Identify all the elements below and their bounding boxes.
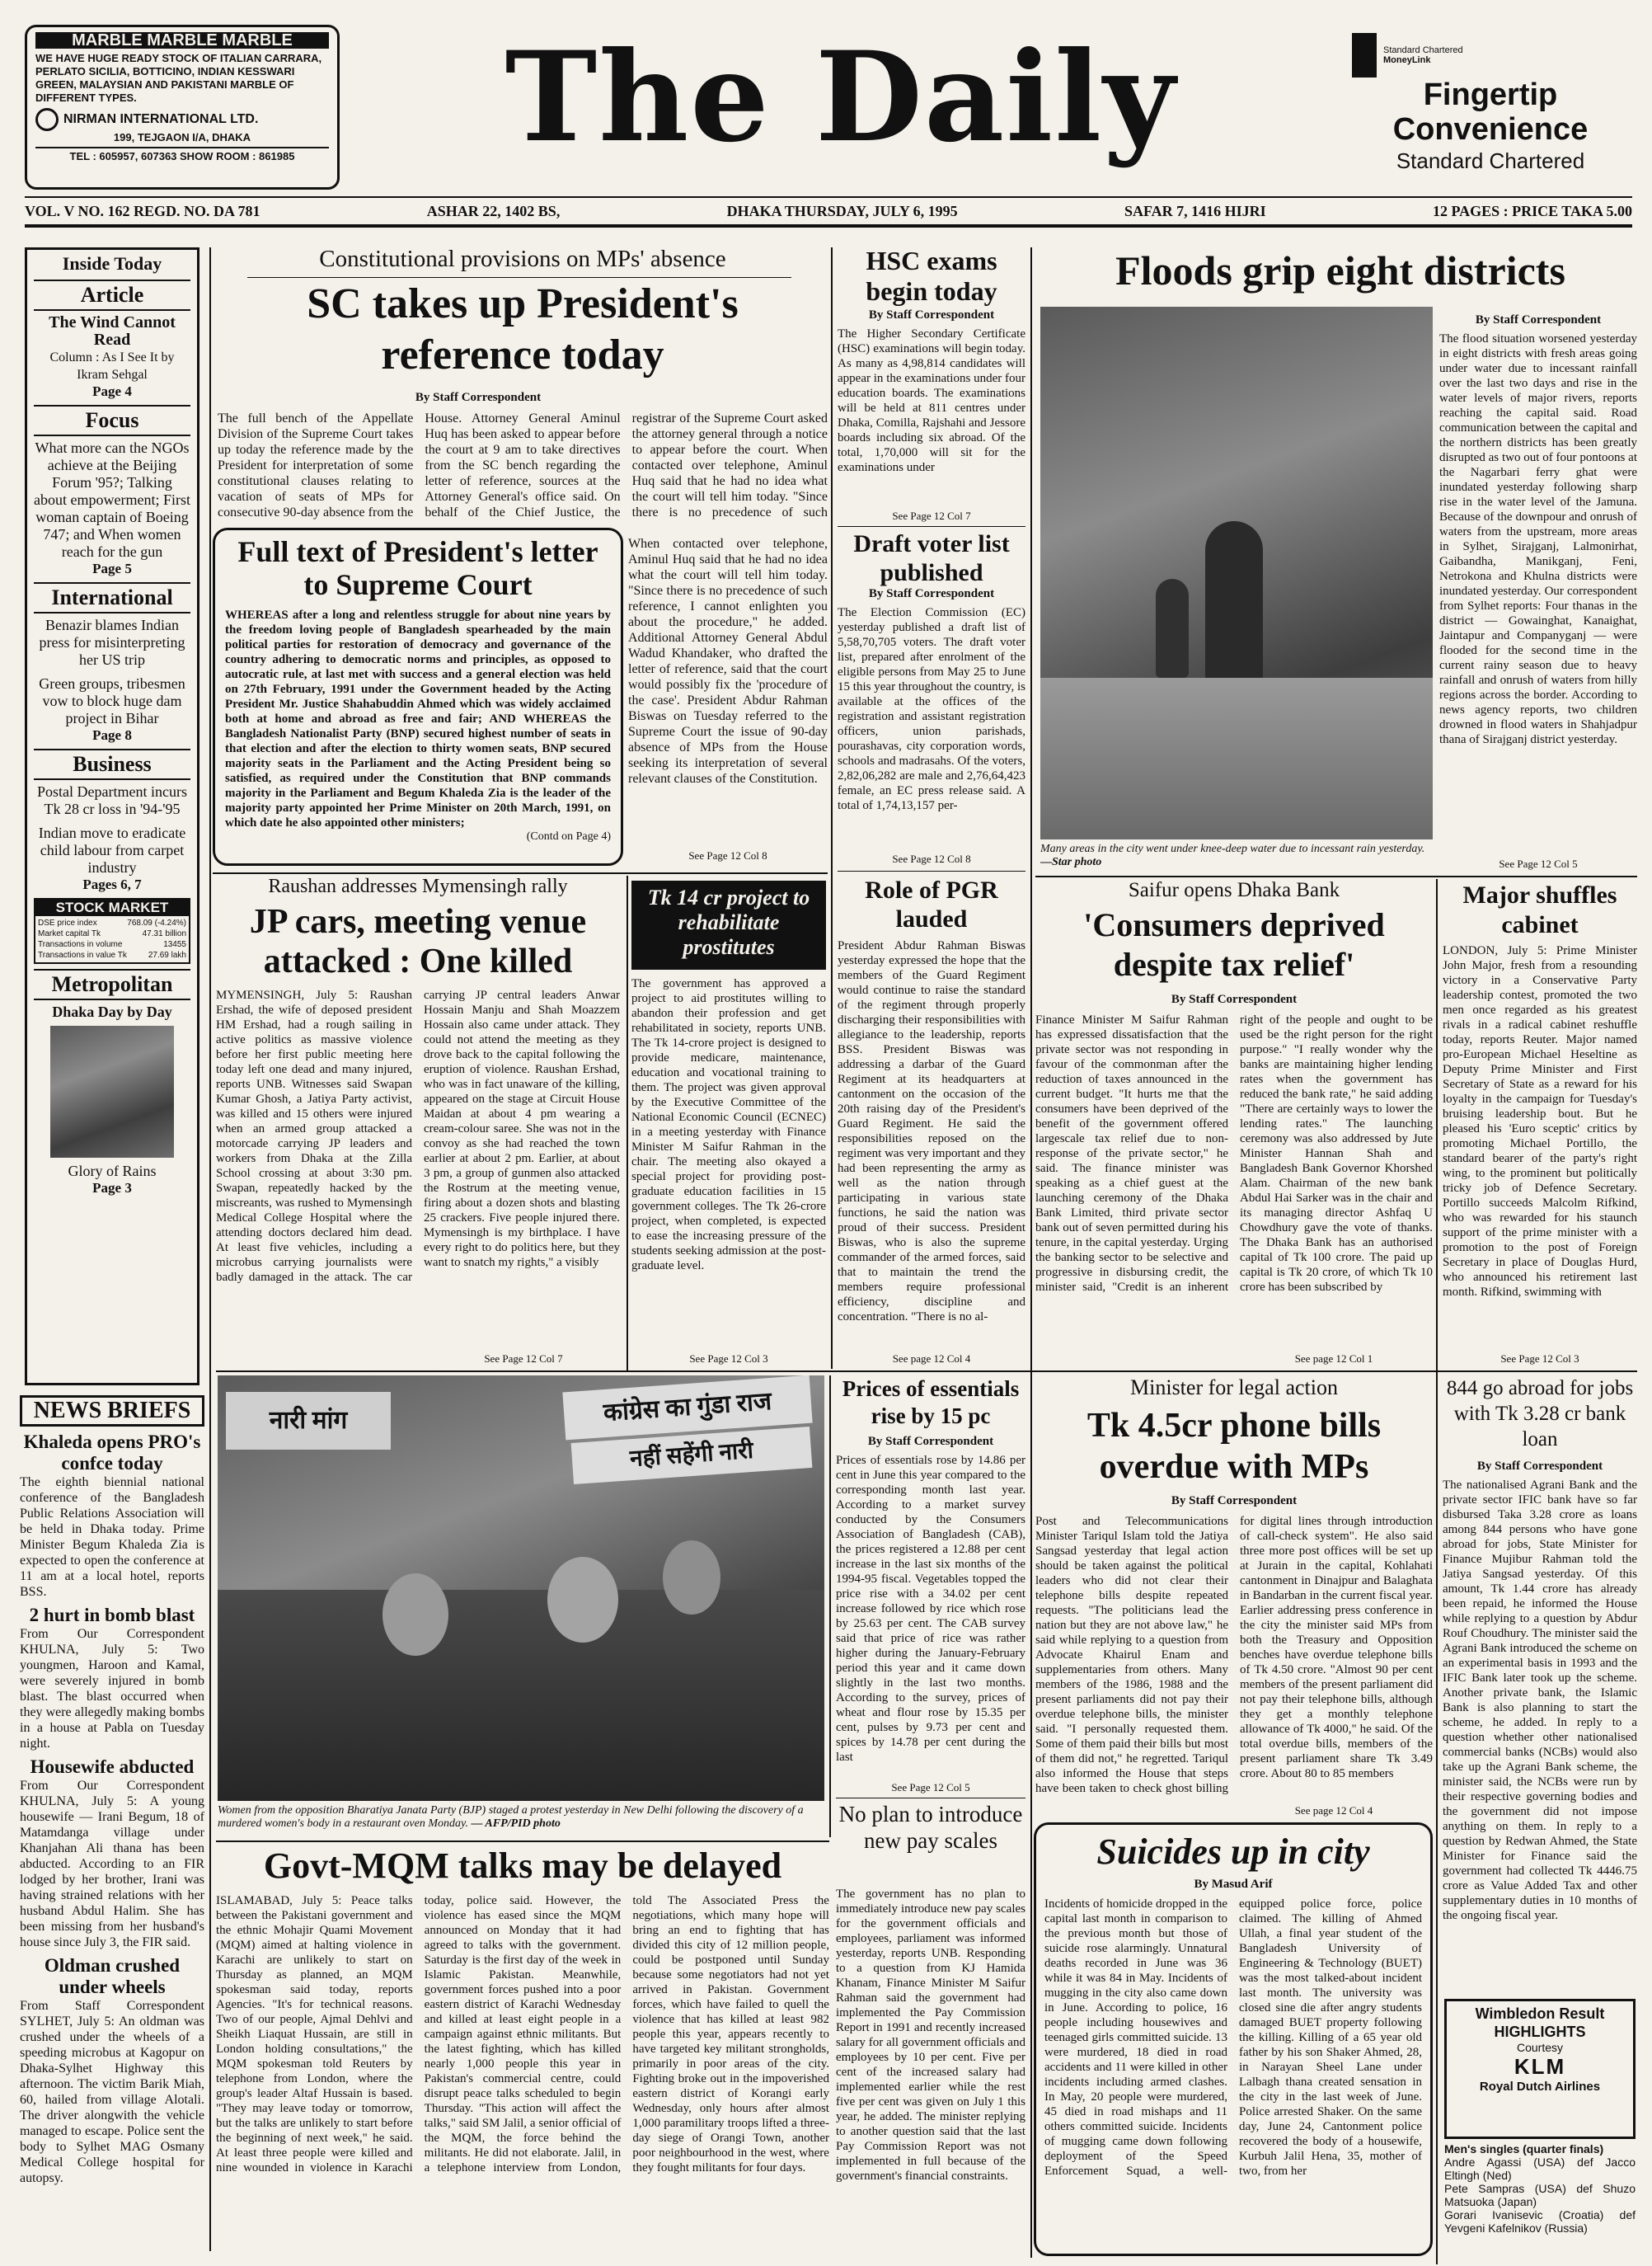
tk14-headline: Tk 14 cr project to rehabilitate prostitutes <box>647 886 810 959</box>
voter-see: See Page 12 Col 8 <box>892 853 971 865</box>
jobs-body: The nationalised Agrani Bank and the private sector IFIC bank have so far disbursed Taka 3.28 crore as loans among 844 persons who have gone abroad for jobs, State Minister for Finance Mujibur Rahman told the Jatiya Sangsad yesterday. Of this amount, Tk 1.44 crore has already been repaid, he informed the House while replying to a question by Abdur Rouf Choudhury. The minister said the Agrani Bank introduced the scheme on an experimental basis in 1993 and the IFIC Bank later took up the scheme. Another private bank, the Islamic Bank is also planning to start the scheme, he added. In reply to a question whether other nationalised commercial banks (NCBs) would also take up the Agrani Bank scheme, the minister said, the NCBs were run by their respective governing bodies and the government did not impose anything on them. In reply to a question by Redwan Ahmed, the State Minister for Finance said the government had collected Tk 4446.75 crore as Value Added Tax and other supplementary duties in 10 months of the ongoing fiscal year. <box>1443 1479 1637 1922</box>
protest-face-2 <box>547 1557 618 1643</box>
saifur-kicker: Saifur opens Dhaka Bank <box>1128 879 1340 901</box>
jobs-headline: 844 go abroad for jobs with Tk 3.28 cr bank loan <box>1446 1377 1634 1450</box>
full-text-contd: (Contd on Page 4) <box>526 830 611 843</box>
dateline-rule-top <box>25 196 1632 198</box>
suicides-box <box>1034 1822 1433 2256</box>
tk14-body: The government has approved a project to aid prostitutes willing to abandon their profession and get rehabilitated in society, reports UNB. The Tk 14-crore project is designed to provide medicare, maintenance, education and vocational training to them. The project was given approval by the Executive Committee of the National Economic Council (ECNEC) in a meeting yesterday with Finance Minister M Saifur Rahman in the chair. The meeting also okayed a special project for providing post-graduate education facilities in 15 government colleges. The Tk 26-crore project, when completed, is expected to ease the increasing pressure of the students seeking admission at the post-graduate level. <box>631 977 826 1272</box>
jp-body-text: MYMENSINGH, July 5: Raushan Ershad, the wife of deposed president HM Ershad, had a rough sailing in active politics as massive violence before her first public meeting here today left one dead and many injured, reports UNB. Witnesses said Swapan Kumar Ghosh, a Jatiya Party activist, was killed and 15 others were injured when an armed group attacked a motorcade carrying JP leaders and workers from Dhaka at the Zilla School crossing at about 3:30 pm. Swapan, repeatedly hacked by the miscreants, was rushed to Mymensingh Medical College Hospital where the attending doctors declared him dead. At least five vehicles, including a microbus carrying journalists were badly damaged in the attack. The car carrying JP central leaders Anwar Hossain Manju and Shah Moazzem Hossain also came under attack. They could not attend the meeting as they drove back to the capital following the eruption of violence. Raushan Ershad, who was in fact unaware of the killing, appeared on the stage at Circuit House Maidan at about 4 pm wearing a cream-colour saree. She was not in the convoy as she had reached the town earlier at about 2 pm. Earlier, at about 3 pm, a group of gunmen also attacked the Rostrum at the meeting venue, firing about a dozen shots and blasting 25 crackers. Five people injured there. Mymensingh is my birthplace. I have every right to do politics here, but they want to snatch my rights," a visibly <box>216 989 620 1284</box>
major-body: LONDON, July 5: Prime Minister John Major, fresh from a resounding victory in a Conservative Party leadership contest, promoted the two men once regarded as his greatest rivals in a radical cabinet reshuffle today, reports Reuter. Major named pro-European Michael Heseltine as Deputy Prime Minister and First Secretary of State as a reward for his loyalty in the campaign for Tuesday's bruising leadership bout. But he pleased his 'Euro sceptic' critics by promoting Michael Portillo, the standard bearer of the party's right wing, to the prominent but politically tricky job of Defence Secretary. Portillo succeeds Malcolm Rifkind, who was rewarded for his staunch support of the prime minister with a promotion to the post of Foreign Secretary in place of Douglas Hurd, who announced his retirement last month. Rifkind, swimming with <box>1443 944 1637 1299</box>
lead-body-text: The full bench of the Appellate Division of the Supreme Court takes up today the reference made by the President for interpretation of some constitutional clauses relating to vacation of seats of MPs for consecutive 90-day absence from the House. Attorney General Aminul Huq has been asked to appear before the court at 9 am to take directives from the SC bench regarding the letter of reference, sources at the Attorney General's office said. On behalf of the Chief Justice, the registrar of the Supreme Court asked the attorney general through a notice to appear before the court. When contacted over telephone, Aminul Huq said that he had no idea what the court will tell him today. "Since there is no precedence of such <box>218 411 828 519</box>
floods-byline: By Staff Correspondent <box>1475 313 1602 327</box>
masthead-title: The Daily <box>505 25 1177 170</box>
row-rule <box>213 872 828 874</box>
sidebar-section-focus[interactable]: Focus <box>34 405 190 436</box>
news-briefs <box>20 1395 204 2253</box>
ad-marble-address: 199, TEJGAON I/A, DHAKA <box>113 131 251 143</box>
wimbledon-box <box>1444 1999 1636 2139</box>
sidebar-item: The Wind Cannot Read <box>49 313 176 349</box>
mqm-body-text: ISLAMABAD, July 5: Peace talks between the Pakistani government and the ethnic Mohajir Quami Movement (MQM) aimed at halting violence in Karachi are unlikely to start on Thursday as planned, an MQM spokesman said today, reports Agencies. "It's for technical reasons. Two of our people, Ajmal Dehlvi and Sheikh Liaquat Hussain, are still in London holding consultations," the MQM spokesman told Reuters by telephone from London, where the group's leader Altaf Hussain is based. "They may leave today or tomorrow, but the talks are unlikely to start before the beginning of next week," he said. At least three people were killed and nine wounded in violence in Karachi today, police said. However, the violence has eased since the MQM announced on Monday that it had agreed to talks with the government. Saturday is the first day of the week in Islamic Pakistan. Meanwhile, government forces pushed into a poor eastern district of Karachi Wednesday and killed at least eight people in a campaign against ethnic militants. But the latest fighting, which has killed nearly 1,000 people this year in Pakistan's commercial centre, could disrupt peace talks scheduled to begin Thursday. "This action will affect the talks," said SM Jalil, a senior official of the MQM, the force behind the militants. He did not elaborate. Jalil, in a telephone interview from London, told The Associated Press the negotiations, which many hope will bring an end to fighting that has divided this city of 12 million people, could be postponed until Sunday because some negotiators had not yet arrived in Pakistan. Government forces, which have failed to quell the violence that has killed at least 982 people this year, appears recently to have targeted key militant strongholds, primarily in poor areas of the city. Fighting broke out in the impoverished eastern district of Korangi early Wednesday, only hours after almost 1,000 paramilitary troops lifted a three-day siege of Orangi Town, another poor neighbourhood in the west, where they fought militants for four days. <box>216 1894 829 2174</box>
stock-label: DSE price index <box>38 919 97 928</box>
brief-body: From Our Correspondent KHULNA, July 5: A young housewife — Irani Begum, 18 of Matamdanga village under Khanjahan Ali thana has been abducted. According to an FIR lodged by her brother, Irani was having strained relations with her husband Abdul Halim. She has been missing from her husband's house since July 3, the FIR said. <box>20 1779 204 1949</box>
inside-today-title: Inside Today <box>62 253 162 274</box>
row-rule <box>216 1370 1637 1372</box>
column-rule <box>831 247 833 1369</box>
ad-sc-brand: Standard Chartered <box>1396 148 1585 173</box>
sidebar-item: Indian move to eradicate child labour from carpet industry <box>38 825 186 876</box>
hsc-see: See Page 12 Col 7 <box>892 510 971 522</box>
dateline-bengali: ASHAR 22, 1402 BS, <box>426 202 561 219</box>
prices-byline: By Staff Correspondent <box>867 1435 994 1448</box>
floods-body: The flood situation worsened yesterday in eight districts with fresh areas going under water due to incessant rainfall over the last two days and rise in the water levels of major rivers, reports reaching the capital said. Road communication between the capital and the northern districts has been greatly disrupted as two out of four pontoons at the Nagarbari ferry ghat were inundated yesterday following sharp rise in the water level of the Jamuna. Because of the downpour and onrush of waters from the upstream, more areas in Sylhet, Sirajganj, Lalmonirhat, Gaibandha, Manikganj, Feni, Netrokona and Khulna districts were inundated yesterday. Our correspondent from Sylhet reports: Four thanas in the district — Gowainghat, Kanaighat, Jaintapur and Companyganj — were flooded for the second time in the current rainy season due to heavy rainfall and onrush of waters from hilly regions across the border. According to news agency reports, two children drowned in flood waters in Shahjadpur thana of Sirajganj district yesterday. <box>1439 332 1637 746</box>
sidebar-page: Page 8 <box>92 727 132 743</box>
floods-headline: Floods grip eight districts <box>1115 247 1565 294</box>
column-rule <box>1030 247 1032 1377</box>
protest-crowd <box>218 1590 824 1801</box>
pgr-body: President Abdur Rahman Biswas yesterday expressed the hope that the members of the Guard Regiment would continue to raise the standard of the regiment through properly discharging their responsibilities with allegiance to the leadership, reports BSS. President Biswas was addressing a darbar of the Guard Regiment at its headquarters at cantonment on the occasion of the 20th raising day of the President's Guard Regiment. He said the responsibilities reposed on the regiment was very important and they had been representing the army as well as the nation through participating in various state functions, he said the nation was proud of their success. President Biswas, who is also the supreme commander of the armed forces, said that to maintain the trend the members require professional efficiency, discipline and concentration. "There is no al- <box>838 939 1025 1323</box>
lead-byline: By Staff Correspondent <box>415 391 542 404</box>
sidebar-section-article[interactable]: Article <box>34 280 190 311</box>
payscale-body: The government has no plan to immediately introduce new pay scales for the government officials and employees, parliament was informed yesterday, reports UNB. Responding to a question from KJ Hamida Khanam, Finance Minister M Saifur Rahman said the government had implemented the Pay Commission Report in 1991 and recently increased salary for all government officials and employees by 10 per cent. Five per cent of the increased salary had implemented earlier while the rest five per cent was given on July 1 this year, he added. The minister replying to another question said that the last Pay Commission Report was not implemented in full because of the government's financial constraints. <box>836 1888 1025 2183</box>
ad-marble-text: WE HAVE HUGE READY STOCK OF ITALIAN CARRARA, PERLATO SICILIA, BOTTICINO, INDIAN KESSWARI GREEN, MALAYSIAN AND PAKISTANI MARBLE OF DIFFERENT TYPES. <box>35 52 322 104</box>
ad-sc-line1: Fingertip <box>1423 78 1558 112</box>
stock-label: Transactions in volume <box>38 940 123 949</box>
legal-body <box>1035 1514 1433 1803</box>
voter-byline: By Staff Correspondent <box>868 587 995 600</box>
floods-photo-water <box>1040 678 1433 839</box>
stock-market-box <box>34 898 190 964</box>
news-briefs-title: NEWS BRIEFS <box>20 1395 204 1427</box>
mqm-headline: Govt-MQM talks may be delayed <box>263 1845 782 1886</box>
ad-standard-chartered <box>1352 33 1629 198</box>
pgr-headline: Role of PGR lauded <box>865 877 998 933</box>
column-rule <box>1436 879 1438 2264</box>
lead-kicker: Constitutional provisions on MPs' absence <box>319 246 726 272</box>
saifur-headline: 'Consumers deprived despite tax relief' <box>1083 906 1385 983</box>
voter-body: The Election Commission (EC) yesterday published a draft list of 5,58,70,705 voters. The draft voter list, prepared after enrolment of the eligible persons from May 25 to June 15 this year throughout the country, is available at the offices of the registration and assistant registration officers, union parishads, pourashavas, city corporation words, schools and madrasahs. Of the voters, 2,82,06,282 are male and 2,76,64,423 female, an EC press release said. A total of 1,74,13,157 per- <box>838 606 1025 812</box>
row-rule <box>838 871 1025 872</box>
wimbledon-sponsor-logo: KLM <box>1514 2054 1566 2079</box>
protest-face-3 <box>663 1540 720 1615</box>
jp-headline: JP cars, meeting venue attacked : One killed <box>249 903 587 980</box>
stock-label: Market capital Tk <box>38 929 101 938</box>
stock-market-title: STOCK MARKET <box>35 900 189 916</box>
suicides-body <box>1044 1897 1422 2243</box>
jobs-byline: By Staff Correspondent <box>1476 1460 1603 1473</box>
sidebar-metro-item: Dhaka Day by Day <box>52 1004 172 1020</box>
stock-value: 27.69 lakh <box>148 951 186 960</box>
brief-body: From Our Correspondent KHULNA, July 5: Two youngmen, Haroon and Kamal, were severely injured in bomb blast. The blast occurred when they were allegedly making bombs in a house at Pabla on Tuesday night. <box>20 1627 204 1751</box>
saifur-byline: By Staff Correspondent <box>1171 993 1298 1006</box>
suicides-body-text: Incidents of homicide dropped in the capital last month in comparison to the previous month but those of suicide rose alarmingly. Unnatural deaths recorded in June was 36 while it was 84 in May. Incidents of mugging in the city also came down in June. According to police, 16 people including housewives and teenaged girls committed suicide. 13 were murdered, 18 died in road accidents and 11 were killed in other incidents including armed clashes. In May, 20 people were murdered, 45 died in road mishaps and 11 others committed suicide. Incidents of mugging came down following deployment of the Speed Enforcement Squad, a well-equipped police force, police claimed. The killing of Ahmed Ullah, a final year student of the Bangladesh University of Engineering & Technology (BUET) was the most talked-about incident last month. The university was closed sine die after angry students damaged BUET property following the killing. Killing of a 65 year old father by his son Shaker Ahmed, 28, in Narayan Sheel Lane under Lalbagh thana created sensation in the city in the last week of June. Police arrested Shaker. On the same day, June 24, Cantonment police recovered the body of a housewife, Kurbuh Jalil Hena, 35, mother of two, from her <box>1044 1897 1422 2178</box>
dateline-price: 12 PAGES : PRICE TAKA 5.00 <box>1432 202 1632 219</box>
protest-caption-text: Women from the opposition Bharatiya Janata Party (BJP) staged a protest yesterday in New Delhi following the discovery of a murdered women's body in a restaurant oven Monday. <box>218 1804 804 1830</box>
protest-banner-2: नहीं सहेंगी नारी <box>571 1427 813 1484</box>
ad-marble-company: NIRMAN INTERNATIONAL LTD. <box>63 112 259 126</box>
lead-body-continued <box>628 536 828 848</box>
sidebar-item: Column : As I See It by Ikram Sehgal <box>49 350 175 382</box>
protest-banner-1: कांग्रेस का गुंडा राज <box>562 1375 812 1440</box>
lead-headline: SC takes up President's reference today <box>307 280 739 378</box>
mqm-body <box>216 1893 829 2256</box>
full-text-headline: Full text of President's letter to Supreme Court <box>237 535 598 601</box>
hsc-byline: By Staff Correspondent <box>868 308 995 322</box>
brief-headline: Oldman crushed under wheels <box>44 1955 181 1997</box>
wimbledon-result: Gorari Ivanisevic (Croatia) def Yevgeni Kafelnikov (Russia) <box>1444 2208 1636 2235</box>
wimbledon-section: Men's singles (quarter finals) <box>1444 2142 1604 2156</box>
stock-label: Transactions in value Tk <box>38 951 127 960</box>
row-rule <box>838 526 1025 527</box>
voter-headline: Draft voter list published <box>853 530 1010 586</box>
dateline-hijri: SAFAR 7, 1416 HIJRI <box>1124 202 1266 219</box>
dateline <box>25 200 1632 223</box>
sidebar-section-metropolitan[interactable]: Metropolitan <box>34 969 190 1000</box>
protest-credit: — AFP/PID photo <box>471 1817 561 1830</box>
dateline-rule-bottom <box>25 224 1632 228</box>
klm-logo-icon <box>1450 2054 1630 2080</box>
sidebar-section-international[interactable]: International <box>34 582 190 614</box>
sidebar-item: Postal Department incurs Tk 28 cr loss in '94-'95 <box>37 783 187 817</box>
brief-headline: Khaleda opens PRO's confce today <box>23 1432 201 1474</box>
stock-value: 47.31 billion <box>142 929 186 938</box>
prices-see: See Page 12 Col 5 <box>891 1781 970 1794</box>
wimbledon-results <box>1444 2142 1636 2258</box>
floods-credit: —Star photo <box>1040 856 1102 868</box>
floods-caption-text: Many areas in the city went under knee-deep water due to incessant rain yesterday. <box>1040 843 1425 855</box>
saifur-see: See page 12 Col 1 <box>1294 1352 1373 1365</box>
lead-body-continued-text: When contacted over telephone, Aminul Huq said that he had no idea what the court will tell him today. "Since there is no precedence of such reference, I cannot enlighten you about the procedure," he added. Additional Attorney General Abdul Wadud Khandaker, who drafted the letter of reference, said that the court would possibly fix the 'procedure of the case'. President Abdur Rahman Biswas on Tuesday referred to the Supreme Court the issue of 90-day absence of MPs from the House seeking its interpretation of several relevant clauses of the Constitution. <box>628 537 828 786</box>
dateline-city-date: DHAKA THURSDAY, JULY 6, 1995 <box>726 202 958 219</box>
tk14-headline-box <box>631 881 826 970</box>
floods-photo-child <box>1156 579 1189 678</box>
inside-today-box <box>25 247 199 1385</box>
suicides-headline: Suicides up in city <box>1096 1831 1370 1872</box>
floods-photo <box>1040 307 1433 839</box>
hsc-headline: HSC exams begin today <box>866 246 997 306</box>
brief-body: From Staff Correspondent SYLHET, July 5: An oldman was crushed under the wheels of a speeding microbus at Kagopur on Dhaka-Sylhet Highway this afternoon. The victim Barik Miah, 60, hailed from village Alotali. The driver alongwith the vehicle managed to escape. Police sent the body to Sylhet MAG Osmany Medical College hospital for autopsy. <box>20 1999 204 2185</box>
ad-marble <box>25 25 340 190</box>
legal-body-text: Post and Telecommunications Minister Tariqul Islam told the Jatiya Sangsad yesterday that legal action should be taken against the political leaders who did not clear their telephone bills despite repeated requests. "The politicians lead the nation but they are not above law," he said while replying to a question from Advocate Khairul Enam and supplementaries from others. Many members of the 1986, 1988 and the present parliaments did not pay their overdue telephone bills, the minister said. "I personally requested them. Some of them paid their bills but most of them did not," he regretted. Tariqul also informed the House that steps have been taken to check ghost billing for digital lines through introduction of call-check system". He also said three more post offices will be set up at Jurain in the capital, Kohlahati cantonment in Dinajpur and Balaghata in Bandarban in the current fiscal year. Earlier addressing press conference in the city the minister said MPs from both the Treasury and Opposition benches have overdue telephone bills of Tk 4.50 crore. "Almost 90 per cent members of the present parliament did not pay their telephone bills, although they get a monthly telephone allowance of Tk 4000," he said. Of the total overdue bills, members of the present parliament share Tk 3.49 crore. About 80 to 85 members <box>1035 1515 1433 1795</box>
legal-byline: By Staff Correspondent <box>1171 1494 1298 1507</box>
wimbledon-sponsor: Royal Dutch Airlines <box>1479 2080 1601 2094</box>
ad-sc-line2: Convenience <box>1392 112 1589 147</box>
wimbledon-courtesy: Courtesy <box>1516 2041 1564 2054</box>
protest-photo <box>218 1375 824 1801</box>
ad-sc-small2: MoneyLink <box>1383 55 1431 65</box>
protest-face-1 <box>382 1573 448 1656</box>
wimbledon-result: Andre Agassi (USA) def Jacco Eltingh (Ned) <box>1444 2156 1636 2182</box>
sidebar-metro-caption: Glory of Rains <box>68 1163 157 1179</box>
legal-kicker: Minister for legal action <box>1130 1375 1338 1399</box>
full-text-box <box>213 528 623 866</box>
saifur-body-text: Finance Minister M Saifur Rahman has expressed dissatisfaction that the private sector was not responding in favour of the commonman after the reduction of taxes announced in the current budget. "It hurts me that the consumers have been deprived of the benefit of the government offered largescale tax relief due to non-response of the private sector," he said. The finance minister was speaking as a chief guest at the launching ceremony of the Dhaka Bank Limited, third private sector bank out of seven permitted during his tenure, in the capital yesterday. Urging the banking sector to be selective and progressive in disbursing credit, the minister said, "Credit is an inherent right of the people and ought to be used be the right person for the right purpose." "I really wonder why the banks are maintaining higher lending rates when the government has reduced the bank rate," he said adding "There are certainly ways to lower the lending rates." The launching ceremony was also addressed by Jute Minister Hannan Shah and Bangladesh Bank Governor Khorshed Alam. Chairman of the new bank Abdul Hai Sarker was in the chair and its managing director Ashfaq U Chowdhury gave the vote of thanks. The Dhaka Bank has an authorised capital of Tk 100 crore. The paid up capital is Tk 20 crore, of which Tk 10 crore has been subscribed by <box>1035 1013 1433 1294</box>
payscale-headline: No plan to introduce new pay scales <box>838 1802 1023 1853</box>
floods-photo-figure <box>1205 521 1263 686</box>
jp-see: See Page 12 Col 7 <box>484 1352 563 1365</box>
major-see: See Page 12 Col 3 <box>1500 1352 1579 1365</box>
column-rule <box>209 247 211 2251</box>
sidebar-page: Page 5 <box>92 561 132 576</box>
prices-body: Prices of essentials rose by 14.86 per cent in June this year compared to the corresponding month last year. According to a market survey conducted by the Consumers Association of Bangladesh (CAB), the prices registered a 12.88 per cent increase in the last six months of the 1994-95 fiscal. Vegetables topped the price rise with a 34.02 per cent increase followed by rice which rose by 25.63 per cent. The CAB survey said that price of rice was rather higher during the January-February period this year and it came down slightly in the last two months. According to the survey, prices of wheat and flour rose by 15.35 per cent, pulses by 9.73 per cent and spices by 14.78 per cent during the last <box>836 1454 1025 1764</box>
sidebar-page: Page 3 <box>92 1180 132 1196</box>
dateline-vol: VOL. V NO. 162 REGD. NO. DA 781 <box>25 202 260 219</box>
major-headline: Major shuffles cabinet <box>1462 881 1617 938</box>
sidebar-page: Page 4 <box>92 383 132 399</box>
ad-marble-headline: MARBLE MARBLE MARBLE <box>35 32 329 49</box>
lead-see: See Page 12 Col 8 <box>688 849 767 862</box>
tk14-see: See Page 12 Col 3 <box>689 1352 768 1365</box>
metro-photo <box>50 1026 174 1158</box>
brief-headline: Housewife abducted <box>30 1756 195 1777</box>
sidebar-section-business[interactable]: Business <box>34 749 190 780</box>
sidebar-item: Green groups, tribesmen vow to block huge dam project in Bihar <box>39 675 185 726</box>
column-rule <box>829 1375 831 1837</box>
saifur-body <box>1035 1013 1433 1351</box>
protest-banner-3: नारी मांग <box>226 1392 391 1450</box>
column-rule <box>1030 1375 1032 2258</box>
lead-body <box>218 411 828 534</box>
kicker-rule <box>247 277 791 278</box>
brief-headline: 2 hurt in bomb blast <box>29 1605 195 1625</box>
legal-see: See page 12 Col 4 <box>1294 1804 1373 1817</box>
pgr-see: See page 12 Col 4 <box>892 1352 971 1365</box>
legal-headline: Tk 4.5cr phone bills overdue with MPs <box>1086 1407 1382 1486</box>
floods-caption <box>1040 843 1433 872</box>
sidebar-item: Benazir blames Indian press for misinterpreting her US trip <box>39 617 185 668</box>
ad-marble-phone: TEL : 605957, 607363 SHOW ROOM : 861985 <box>35 147 329 163</box>
nirman-logo-icon <box>35 108 59 131</box>
protest-caption <box>218 1804 824 1836</box>
prices-headline: Prices of essentials rise by 15 pc <box>842 1376 1020 1428</box>
stock-value: 768.09 (-4.24%) <box>127 919 186 928</box>
floods-see: See Page 12 Col 5 <box>1499 858 1578 870</box>
suicides-byline: By Masud Arif <box>1194 1878 1273 1891</box>
sidebar-page: Pages 6, 7 <box>82 877 142 892</box>
standard-chartered-logo-icon <box>1352 33 1377 78</box>
sidebar-item: What more can the NGOs achieve at the Beijing Forum '95?; Talking about empowerment; First woman captain of Boeing 747; and When women reach for the gun <box>34 440 190 560</box>
jp-kicker: Raushan addresses Mymensingh rally <box>268 876 568 897</box>
hsc-body: The Higher Secondary Certificate (HSC) examinations will begin today. As many as 4,98,814 candidates will appear in the examinations under four education boards. The examinations will be held at 811 centres under Dhaka, Comilla, Rajshahi and Jessore boards including six abroad. Of the total, 1,70,000 will sit for the examinations under <box>838 327 1025 474</box>
full-text-body: WHEREAS after a long and relentless struggle for about nine years by the freedom loving people of Bangladesh spearheaded by the main political parties for restoration of democracy and governance of the country adhering to democratic norms and principles, as opposed to autocratic rule, at last met with success and a general election was held on 27th February, 1991 under the Government headed by the Acting President Mr. Justice Shahabuddin Ahmed which was widely acclaimed both at home and abroad as free and fair; AND WHEREAS the Bangladesh Nationalist Party (BNP) secured highest number of seats in that election and after the election to thirty women seats, BNP secured majority seats in the Parliament and the Acting President being so satisfied, as required under the Constitution that BNP commands majority in the Parliament and Begum Khaleda Zia is the leader of the majority party appointed her Prime Minister on 20th March, 1991, on which date he also appointed other ministers; <box>225 609 611 830</box>
brief-body: The eighth biennial national conference of the Bangladesh Public Relations Association will be held in Dhaka today. Prime Minister Begum Khaleda Zia is expected to open the conference at 11 am at a local hotel, reports BSS. <box>20 1475 204 1599</box>
ad-sc-small: Standard Chartered <box>1383 45 1463 55</box>
wimbledon-result: Pete Sampras (USA) def Shuzo Matsuoka (Japan) <box>1444 2182 1636 2208</box>
wimbledon-title: Wimbledon Result HIGHLIGHTS <box>1475 2005 1605 2040</box>
stock-value: 13455 <box>163 940 186 949</box>
jp-body <box>216 988 620 1351</box>
row-rule <box>1035 876 1637 877</box>
column-rule <box>627 876 628 1370</box>
